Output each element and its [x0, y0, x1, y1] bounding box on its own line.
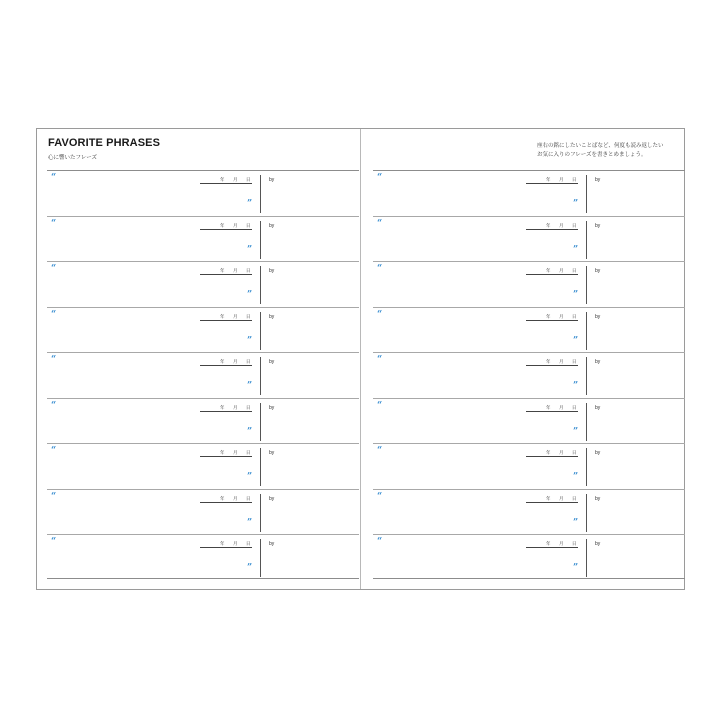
date-field[interactable] [526, 403, 578, 412]
by-label: by [269, 404, 275, 411]
phrase-entry[interactable] [373, 444, 685, 490]
left-page [47, 129, 359, 589]
close-quote-icon: ” [573, 517, 579, 528]
by-label: by [269, 450, 275, 456]
phrase-entry[interactable] [47, 262, 359, 308]
date-field[interactable] [526, 175, 578, 184]
date-field[interactable] [200, 494, 252, 503]
date-year-label: 年 [220, 222, 225, 228]
date-day-label: 日 [572, 222, 577, 228]
date-day-label: 日 [246, 541, 251, 546]
date-month-label: 月 [559, 313, 564, 319]
date-day-label: 日 [246, 222, 251, 228]
close-quote-icon: ” [573, 426, 579, 437]
by-label: by [269, 177, 275, 183]
phrase-entry[interactable] [47, 171, 359, 217]
by-label: by [595, 222, 601, 229]
date-field[interactable] [200, 403, 252, 412]
date-year-label: 年 [220, 268, 225, 273]
date-field[interactable] [200, 448, 252, 457]
date-month-label: 月 [233, 495, 238, 501]
entry-divider [260, 357, 261, 395]
open-quote-icon: “ [51, 400, 57, 411]
date-month-label: 月 [233, 450, 238, 455]
close-quote-icon: ” [247, 335, 253, 346]
date-month-label: 月 [559, 541, 564, 546]
close-quote-icon: ” [247, 426, 253, 437]
bottom-rule [47, 578, 359, 579]
date-field[interactable] [526, 494, 578, 503]
date-day-label: 日 [572, 268, 577, 273]
by-label: by [595, 313, 601, 320]
entry-divider [260, 403, 261, 441]
phrase-entry[interactable] [373, 217, 685, 263]
phrase-entry[interactable] [47, 444, 359, 490]
page-instructions [537, 142, 687, 160]
open-quote-icon: “ [51, 355, 57, 365]
phrase-entry[interactable] [47, 353, 359, 399]
date-day-label: 日 [572, 541, 577, 546]
date-year-label: 年 [546, 404, 551, 410]
date-month-label: 月 [233, 404, 238, 410]
date-field[interactable] [526, 539, 578, 548]
instructions-line-2: お気に入りのフレーズを書きとめましょう。 [537, 152, 647, 158]
date-year-label: 年 [220, 495, 225, 501]
date-field[interactable] [200, 357, 252, 366]
close-quote-icon: ” [573, 199, 579, 209]
by-label: by [269, 222, 275, 229]
date-month-label: 月 [559, 177, 564, 182]
planner-spread [36, 128, 685, 590]
close-quote-icon: ” [247, 381, 253, 391]
entry-divider [260, 175, 261, 213]
bottom-rule [373, 578, 685, 579]
close-quote-icon: ” [573, 381, 579, 391]
close-quote-icon: ” [573, 244, 579, 255]
entry-divider [586, 403, 587, 441]
date-month-label: 月 [559, 450, 564, 455]
instructions-line-1: 座右の銘にしたいことばなど、何度も読み返したい [537, 143, 664, 149]
date-field[interactable] [200, 539, 252, 548]
entry-divider [586, 448, 587, 486]
open-quote-icon: “ [377, 264, 383, 274]
entry-divider [260, 266, 261, 304]
date-year-label: 年 [220, 177, 225, 182]
date-year-label: 年 [546, 495, 551, 501]
date-month-label: 月 [233, 268, 238, 273]
close-quote-icon: ” [247, 472, 253, 482]
phrase-entry[interactable] [373, 353, 685, 399]
date-day-label: 日 [572, 313, 577, 319]
open-quote-icon: “ [377, 355, 383, 365]
by-label: by [269, 495, 275, 502]
date-field[interactable] [526, 448, 578, 457]
date-year-label: 年 [546, 177, 551, 182]
open-quote-icon: “ [377, 218, 383, 229]
open-quote-icon: “ [377, 491, 383, 502]
open-quote-icon: “ [377, 446, 383, 456]
phrase-entry[interactable] [373, 171, 685, 217]
by-label: by [595, 177, 601, 183]
by-label: by [269, 541, 275, 547]
phrase-entry[interactable] [47, 490, 359, 536]
date-year-label: 年 [220, 313, 225, 319]
open-quote-icon: “ [51, 446, 57, 456]
date-field[interactable] [200, 266, 252, 275]
page-subtitle: 心に響いたフレーズ [48, 155, 98, 161]
date-day-label: 日 [572, 450, 577, 455]
phrase-entry[interactable] [373, 262, 685, 308]
date-day-label: 日 [246, 450, 251, 455]
close-quote-icon: ” [247, 517, 253, 528]
close-quote-icon: ” [247, 290, 253, 300]
entry-divider [586, 175, 587, 213]
date-field[interactable] [526, 357, 578, 366]
open-quote-icon: “ [377, 537, 383, 547]
left-entries [47, 171, 359, 581]
by-label: by [269, 268, 275, 274]
close-quote-icon: ” [573, 563, 579, 573]
date-month-label: 月 [559, 359, 564, 364]
close-quote-icon: ” [573, 335, 579, 346]
date-year-label: 年 [546, 313, 551, 319]
open-quote-icon: “ [51, 264, 57, 274]
left-page-header [47, 129, 359, 171]
phrase-entry[interactable] [47, 217, 359, 263]
date-month-label: 月 [233, 222, 238, 228]
date-day-label: 日 [246, 404, 251, 410]
date-month-label: 月 [233, 313, 238, 319]
open-quote-icon: “ [51, 173, 57, 183]
open-quote-icon: “ [51, 309, 57, 320]
by-label: by [595, 541, 601, 547]
date-year-label: 年 [546, 359, 551, 364]
close-quote-icon: ” [247, 244, 253, 255]
date-month-label: 月 [559, 404, 564, 410]
open-quote-icon: “ [51, 218, 57, 229]
entry-divider [260, 494, 261, 532]
date-month-label: 月 [233, 541, 238, 546]
date-day-label: 日 [572, 404, 577, 410]
date-month-label: 月 [559, 222, 564, 228]
entry-divider [586, 266, 587, 304]
open-quote-icon: “ [51, 537, 57, 547]
entry-divider [260, 448, 261, 486]
date-year-label: 年 [220, 404, 225, 410]
by-label: by [269, 313, 275, 320]
date-year-label: 年 [546, 268, 551, 273]
by-label: by [595, 359, 601, 365]
date-field[interactable] [526, 312, 578, 321]
phrase-entry[interactable] [47, 535, 359, 581]
right-page-header [373, 129, 685, 171]
by-label: by [595, 404, 601, 411]
entry-divider [586, 494, 587, 532]
date-day-label: 日 [246, 313, 251, 319]
right-page [373, 129, 685, 589]
close-quote-icon: ” [247, 563, 253, 573]
by-label: by [595, 268, 601, 274]
phrase-entry[interactable] [373, 535, 685, 581]
date-year-label: 年 [546, 222, 551, 228]
close-quote-icon: ” [573, 472, 579, 482]
date-field[interactable] [200, 221, 252, 230]
phrase-entry[interactable] [47, 308, 359, 354]
date-field[interactable] [526, 266, 578, 275]
entry-divider [586, 539, 587, 577]
date-month-label: 月 [559, 495, 564, 501]
date-field[interactable] [526, 221, 578, 230]
open-quote-icon: “ [51, 491, 57, 502]
entry-divider [260, 312, 261, 350]
date-month-label: 月 [559, 268, 564, 273]
phrase-entry[interactable] [373, 308, 685, 354]
by-label: by [595, 495, 601, 502]
date-day-label: 日 [572, 495, 577, 501]
open-quote-icon: “ [377, 400, 383, 411]
date-year-label: 年 [546, 541, 551, 546]
date-month-label: 月 [233, 177, 238, 182]
by-label: by [595, 450, 601, 456]
date-day-label: 日 [246, 359, 251, 364]
open-quote-icon: “ [377, 173, 383, 183]
center-gutter [360, 129, 361, 589]
date-day-label: 日 [572, 359, 577, 364]
entry-divider [586, 357, 587, 395]
page-title: FAVORITE PHRASES [48, 137, 161, 149]
open-quote-icon: “ [377, 309, 383, 320]
date-year-label: 年 [546, 450, 551, 455]
close-quote-icon: ” [247, 199, 253, 209]
date-day-label: 日 [572, 177, 577, 182]
by-label: by [269, 359, 275, 365]
phrase-entry[interactable] [373, 490, 685, 536]
date-year-label: 年 [220, 541, 225, 546]
date-year-label: 年 [220, 450, 225, 455]
right-entries [373, 171, 685, 581]
date-day-label: 日 [246, 495, 251, 501]
date-month-label: 月 [233, 359, 238, 364]
close-quote-icon: ” [573, 290, 579, 300]
date-field[interactable] [200, 312, 252, 321]
phrase-entry[interactable] [47, 399, 359, 445]
date-field[interactable] [200, 175, 252, 184]
entry-divider [586, 221, 587, 259]
date-year-label: 年 [220, 359, 225, 364]
entry-divider [260, 539, 261, 577]
phrase-entry[interactable] [373, 399, 685, 445]
date-day-label: 日 [246, 268, 251, 273]
entry-divider [586, 312, 587, 350]
date-day-label: 日 [246, 177, 251, 182]
entry-divider [260, 221, 261, 259]
